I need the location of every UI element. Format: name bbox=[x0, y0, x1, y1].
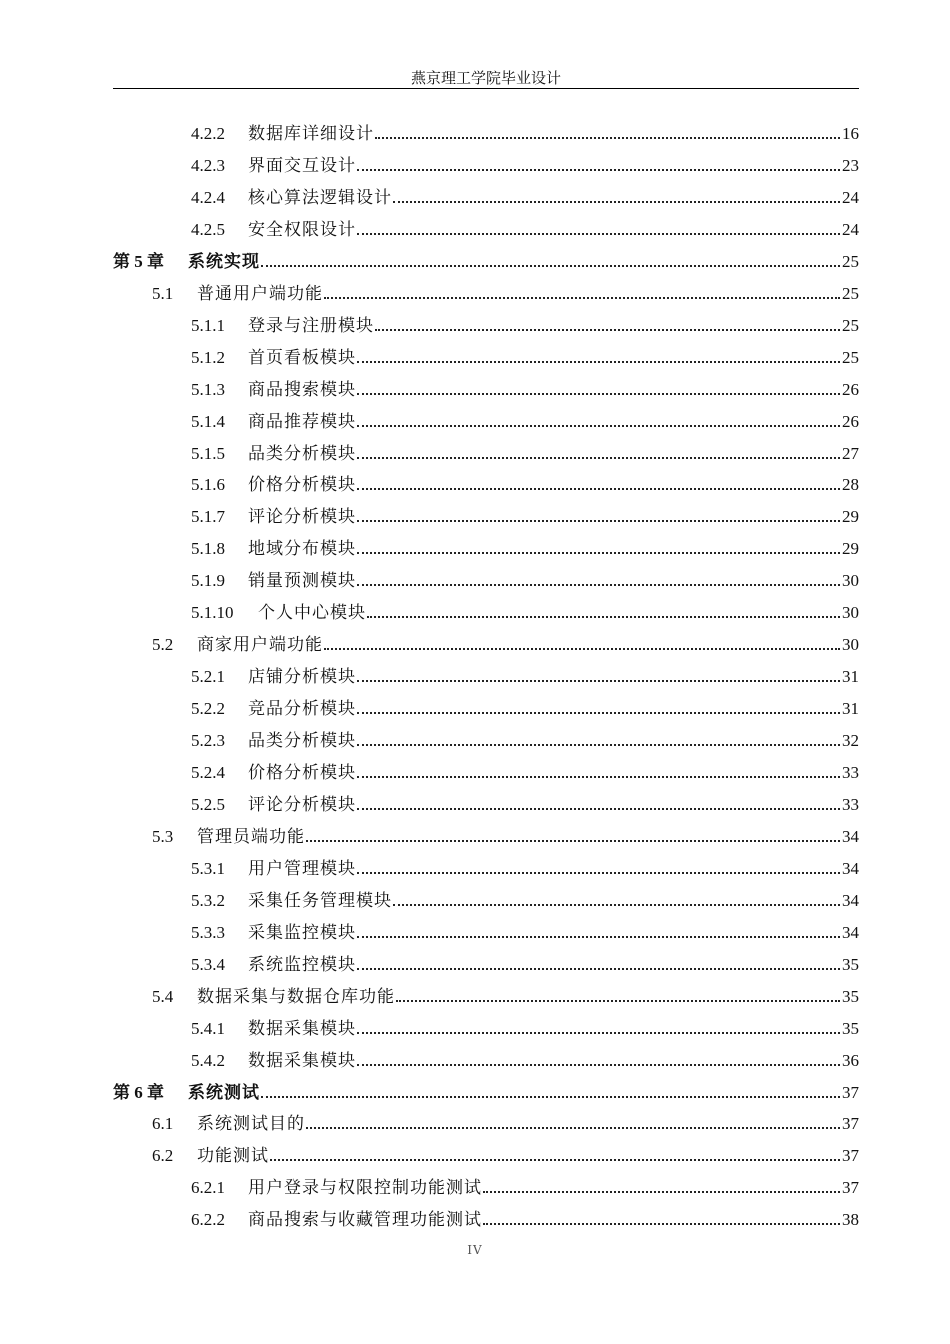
toc-entry-number: 5.2.5 bbox=[191, 794, 225, 814]
toc-entry-page: 25 bbox=[842, 283, 859, 303]
toc-entry-page: 29 bbox=[842, 539, 859, 559]
toc-entry-page: 32 bbox=[842, 731, 859, 751]
toc-entry-title: 系统测试 bbox=[188, 1082, 260, 1103]
toc-entry-title: 用户管理模块 bbox=[248, 858, 356, 879]
toc-dot-leader bbox=[357, 361, 840, 363]
toc-entry[interactable] bbox=[191, 344, 859, 368]
toc-entry-title: 登录与注册模块 bbox=[248, 315, 374, 336]
toc-dot-leader bbox=[396, 1000, 840, 1002]
toc-entry-page: 28 bbox=[842, 475, 859, 495]
toc-entry-title: 价格分析模块 bbox=[248, 475, 356, 496]
toc-entry-title: 管理员端功能 bbox=[197, 826, 305, 847]
toc-entry[interactable] bbox=[191, 855, 859, 879]
toc-entry[interactable] bbox=[191, 791, 859, 815]
toc-entry-title: 首页看板模块 bbox=[248, 347, 356, 368]
toc-entry-page: 16 bbox=[842, 124, 859, 143]
toc-entry-title: 系统监控模块 bbox=[248, 954, 356, 975]
toc-entry[interactable] bbox=[191, 695, 859, 719]
toc-entry-title: 功能测试 bbox=[197, 1146, 269, 1167]
toc-entry-title: 数据库详细设计 bbox=[248, 124, 374, 144]
toc-entry-title: 采集任务管理模块 bbox=[248, 890, 392, 911]
toc-entry[interactable] bbox=[191, 408, 859, 432]
toc-entry-page: 36 bbox=[842, 1050, 859, 1070]
toc-entry-number: 5.2.4 bbox=[191, 763, 225, 782]
toc-entry-page: 24 bbox=[842, 219, 859, 239]
toc-entry[interactable] bbox=[191, 535, 859, 559]
toc-entry-number: 5.1.3 bbox=[191, 379, 225, 399]
toc-dot-leader bbox=[324, 297, 840, 299]
toc-entry-page: 30 bbox=[842, 635, 859, 655]
toc-dot-leader bbox=[357, 1032, 840, 1034]
toc-dot-leader bbox=[261, 265, 840, 267]
toc-entry-page: 25 bbox=[842, 315, 859, 335]
toc-entry[interactable] bbox=[191, 567, 859, 591]
toc-entry[interactable] bbox=[191, 727, 859, 751]
toc-entry[interactable] bbox=[191, 216, 859, 240]
toc-entry-title: 采集监控模块 bbox=[248, 922, 356, 943]
toc-entry-title: 核心算法逻辑设计 bbox=[248, 187, 392, 208]
toc-entry[interactable] bbox=[152, 280, 859, 304]
toc-entry-number: 5.1.9 bbox=[191, 571, 225, 591]
toc-dot-leader bbox=[357, 457, 840, 459]
toc-entry[interactable] bbox=[152, 823, 859, 847]
toc-entry[interactable] bbox=[191, 1206, 859, 1230]
toc-entry[interactable] bbox=[191, 759, 859, 783]
toc-entry-number: 5.2 bbox=[152, 635, 174, 655]
toc-entry-number: 4.2.4 bbox=[191, 187, 225, 207]
toc-entry-number: 5.1.5 bbox=[191, 443, 225, 463]
toc-entry-title: 系统实现 bbox=[188, 251, 260, 272]
toc-dot-leader bbox=[483, 1223, 840, 1225]
toc-entry-page: 24 bbox=[842, 187, 859, 207]
toc-dot-leader bbox=[357, 808, 840, 810]
toc-entry-number: 5.1.7 bbox=[191, 507, 225, 527]
toc-entry-number: 4.2.2 bbox=[191, 124, 225, 143]
toc-entry-title: 品类分析模块 bbox=[248, 731, 356, 752]
toc-dot-leader bbox=[324, 648, 840, 650]
toc-entry[interactable] bbox=[152, 631, 859, 655]
toc-entry[interactable] bbox=[191, 184, 859, 208]
toc-entry[interactable] bbox=[191, 1174, 859, 1198]
toc-entry[interactable] bbox=[152, 1110, 859, 1134]
toc-entry-number: 5.2.1 bbox=[191, 667, 225, 687]
toc-entry-title: 竞品分析模块 bbox=[248, 699, 356, 720]
toc-entry[interactable] bbox=[113, 1079, 859, 1103]
toc-dot-leader bbox=[367, 616, 840, 618]
toc-entry-title: 评论分析模块 bbox=[248, 794, 356, 815]
toc-entry-page: 34 bbox=[842, 922, 859, 942]
toc-entry-number: 5.3.2 bbox=[191, 890, 225, 910]
toc-entry-number: 5.2.3 bbox=[191, 731, 225, 751]
toc-entry[interactable] bbox=[113, 248, 859, 272]
toc-entry[interactable] bbox=[191, 919, 859, 943]
toc-entry-number: 5.4 bbox=[152, 986, 174, 1006]
toc-entry-number: 第 5 章 bbox=[113, 251, 164, 271]
toc-entry-number: 6.2.2 bbox=[191, 1210, 225, 1230]
toc-entry-page: 35 bbox=[842, 986, 859, 1006]
toc-entry[interactable] bbox=[191, 120, 859, 144]
toc-entry-page: 27 bbox=[842, 443, 859, 463]
toc-entry[interactable] bbox=[191, 312, 859, 336]
toc-entry-number: 6.2 bbox=[152, 1146, 174, 1166]
toc-entry-page: 34 bbox=[842, 858, 859, 878]
toc-entry-title: 地域分布模块 bbox=[248, 539, 356, 560]
toc-entry-number: 5.3.1 bbox=[191, 858, 225, 878]
toc-entry-title: 商品搜索与收藏管理功能测试 bbox=[248, 1210, 482, 1231]
toc-entry-page: 23 bbox=[842, 155, 859, 175]
toc-entry-page: 30 bbox=[842, 603, 859, 623]
toc-entry-number: 5.3 bbox=[152, 826, 174, 846]
toc-dot-leader bbox=[357, 936, 840, 938]
toc-entry-title: 界面交互设计 bbox=[248, 155, 356, 176]
toc-dot-leader bbox=[357, 1064, 840, 1066]
toc-entry-page: 30 bbox=[842, 571, 859, 591]
toc-dot-leader bbox=[357, 520, 840, 522]
toc-entry[interactable] bbox=[191, 599, 859, 623]
toc-entry-page: 26 bbox=[842, 411, 859, 431]
toc-dot-leader bbox=[483, 1191, 840, 1193]
toc-entry[interactable] bbox=[191, 471, 859, 495]
toc-entry-page: 33 bbox=[842, 794, 859, 814]
toc-dot-leader bbox=[357, 968, 840, 970]
page-number: IV bbox=[467, 1243, 483, 1257]
toc-entry-title: 商品推荐模块 bbox=[248, 411, 356, 432]
toc-entry-title: 数据采集与数据仓库功能 bbox=[197, 986, 395, 1007]
toc-entry[interactable] bbox=[191, 663, 859, 687]
toc-entry-number: 5.1.8 bbox=[191, 539, 225, 559]
toc-dot-leader bbox=[357, 169, 840, 171]
toc-entry[interactable] bbox=[191, 1047, 859, 1071]
toc-entry-page: 35 bbox=[842, 1018, 859, 1038]
toc-entry[interactable] bbox=[191, 440, 859, 464]
toc-entry[interactable] bbox=[152, 983, 859, 1007]
toc-dot-leader bbox=[270, 1159, 840, 1161]
toc-entry-page: 31 bbox=[842, 667, 859, 687]
toc-entry-page: 35 bbox=[842, 954, 859, 974]
toc-entry[interactable] bbox=[152, 1142, 859, 1166]
toc-entry-page: 33 bbox=[842, 763, 859, 782]
toc-entry[interactable] bbox=[191, 951, 859, 975]
toc-entry-number: 5.1.1 bbox=[191, 315, 225, 335]
toc-dot-leader bbox=[306, 840, 840, 842]
toc-entry[interactable] bbox=[191, 152, 859, 176]
page-header-title: 燕京理工学院毕业设计 bbox=[410, 69, 561, 87]
toc-dot-leader bbox=[393, 904, 840, 906]
toc-entry-page: 31 bbox=[842, 699, 859, 719]
toc-entry-number: 4.2.3 bbox=[191, 155, 225, 175]
toc-entry-title: 用户登录与权限控制功能测试 bbox=[248, 1178, 482, 1199]
toc-dot-leader bbox=[357, 488, 840, 490]
toc-entry-number: 5.1.4 bbox=[191, 411, 225, 431]
toc-entry-page: 38 bbox=[842, 1210, 859, 1230]
toc-entry-page: 37 bbox=[842, 1146, 859, 1166]
toc-entry-number: 5.1.6 bbox=[191, 475, 225, 495]
toc-entry-number: 5.1 bbox=[152, 283, 174, 303]
toc-entry-number: 5.1.10 bbox=[191, 603, 234, 623]
toc-entry-number: 5.3.4 bbox=[191, 954, 225, 974]
toc-entry-title: 品类分析模块 bbox=[248, 443, 356, 464]
toc-entry-number: 第 6 章 bbox=[113, 1082, 164, 1102]
toc-entry[interactable] bbox=[191, 1015, 859, 1039]
toc-entry-number: 5.3.3 bbox=[191, 922, 225, 942]
toc-entry-number: 5.4.2 bbox=[191, 1050, 225, 1070]
toc-entry-page: 25 bbox=[842, 347, 859, 367]
toc-entry-title: 数据采集模块 bbox=[248, 1018, 356, 1039]
toc-dot-leader bbox=[357, 552, 840, 554]
toc-dot-leader bbox=[375, 137, 840, 139]
toc-entry-page: 26 bbox=[842, 379, 859, 399]
toc-entry-title: 个人中心模块 bbox=[258, 603, 366, 624]
toc-entry-page: 34 bbox=[842, 890, 859, 910]
toc-entry-title: 普通用户端功能 bbox=[197, 283, 323, 304]
toc-dot-leader bbox=[306, 1127, 840, 1129]
toc-entry-page: 34 bbox=[842, 826, 859, 846]
toc-entry-title: 系统测试目的 bbox=[197, 1114, 305, 1135]
toc-entry[interactable] bbox=[191, 376, 859, 400]
toc-entry-number: 5.4.1 bbox=[191, 1018, 225, 1038]
toc-dot-leader bbox=[357, 233, 840, 235]
toc-dot-leader bbox=[357, 744, 840, 746]
toc-dot-leader bbox=[375, 329, 840, 331]
toc-entry-number: 6.2.1 bbox=[191, 1178, 225, 1198]
toc-entry-number: 6.1 bbox=[152, 1114, 174, 1134]
toc-entry-number: 5.2.2 bbox=[191, 699, 225, 719]
toc-dot-leader bbox=[357, 680, 840, 682]
toc-entry-number: 4.2.5 bbox=[191, 219, 225, 239]
toc-dot-leader bbox=[357, 425, 840, 427]
toc-entry-title: 评论分析模块 bbox=[248, 507, 356, 528]
toc-dot-leader bbox=[357, 712, 840, 714]
toc-entry[interactable] bbox=[191, 503, 859, 527]
toc-entry-title: 安全权限设计 bbox=[248, 219, 356, 240]
toc-entry-title: 商品搜索模块 bbox=[248, 379, 356, 400]
toc-entry-number: 5.1.2 bbox=[191, 347, 225, 367]
toc-entry-page: 37 bbox=[842, 1114, 859, 1134]
toc-dot-leader bbox=[393, 201, 840, 203]
toc-dot-leader bbox=[261, 1096, 840, 1098]
toc-dot-leader bbox=[357, 393, 840, 395]
toc-entry-title: 数据采集模块 bbox=[248, 1050, 356, 1071]
toc-entry-title: 价格分析模块 bbox=[248, 763, 356, 783]
toc-dot-leader bbox=[357, 872, 840, 874]
toc-dot-leader bbox=[357, 584, 840, 586]
toc-entry-title: 销量预测模块 bbox=[248, 571, 356, 592]
toc-entry[interactable] bbox=[191, 887, 859, 911]
toc-entry-page: 29 bbox=[842, 507, 859, 527]
toc-entry-page: 37 bbox=[842, 1082, 859, 1102]
toc-entry-title: 商家用户端功能 bbox=[197, 635, 323, 656]
toc-entry-title: 店铺分析模块 bbox=[248, 667, 356, 688]
toc-entry-page: 25 bbox=[842, 251, 859, 271]
toc-entry-page: 37 bbox=[842, 1178, 859, 1198]
toc-dot-leader bbox=[357, 776, 840, 778]
